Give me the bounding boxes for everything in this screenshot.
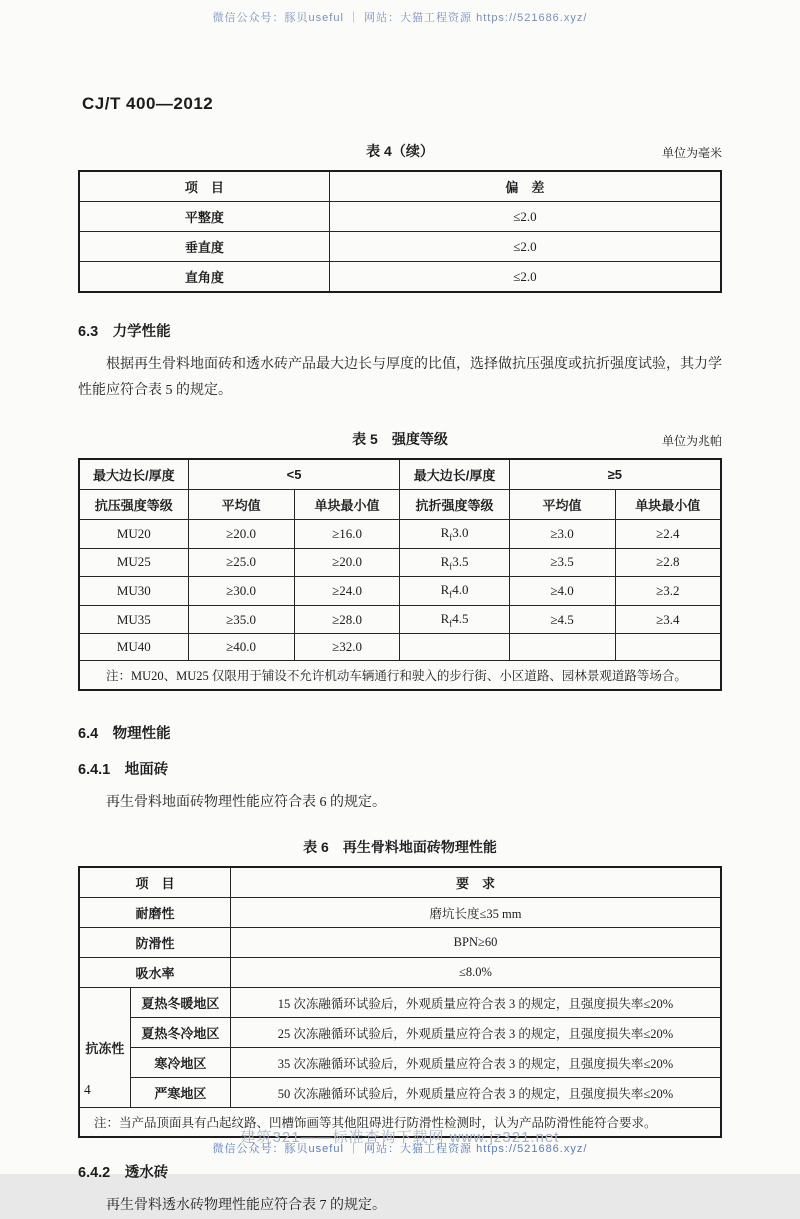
table-5-strength-grades xyxy=(78,458,722,691)
watermark-bottom-wechat: 微信公众号：豚贝useful ｜ 网站：大猫工程资源 https://521686.xyz/ xyxy=(212,1143,588,1155)
header-average: 平均值 xyxy=(509,490,615,520)
cell-climate-zone: 夏热冬冷地区 xyxy=(130,1018,230,1048)
section-heading-6-4-1: 6.4.1 地面砖 xyxy=(78,762,169,779)
table-row xyxy=(79,202,721,232)
flexural-subscript: f xyxy=(449,618,453,629)
table-row-mu20 xyxy=(79,520,721,549)
header-single-min: 单块最小值 xyxy=(294,490,400,520)
cell-flex-min xyxy=(615,634,721,661)
table4-title: 表 4（续） xyxy=(366,143,434,159)
cell-requirement: 50 次冻融循环试验后，外观质量应符合表 3 的规定，且强度损失率≤20% xyxy=(231,1078,722,1108)
table6-note: 注：当产品顶面具有凸起纹路、凹槽饰画等其他阻碍进行防滑性检测时，认为产品防滑性能符合要求。 xyxy=(79,1108,721,1138)
header-flexural-grade: 抗折强度等级 xyxy=(400,490,509,520)
table-row-mu40 xyxy=(79,634,721,661)
cell-item: 平整度 xyxy=(79,202,329,232)
cell-avg: ≥35.0 xyxy=(188,605,294,634)
cell-avg: ≥30.0 xyxy=(188,577,294,606)
flexural-subscript: f xyxy=(449,589,453,600)
table-4-continued xyxy=(78,170,722,293)
cell-grade: MU25 xyxy=(79,548,188,577)
page-content xyxy=(78,0,722,1219)
flexural-symbol: R xyxy=(440,553,450,569)
table-row-slip-resistance xyxy=(79,928,721,958)
cell-grade: MU40 xyxy=(79,634,188,661)
cell-flexural-grade xyxy=(400,634,509,661)
header-single-min: 单块最小值 xyxy=(615,490,721,520)
cell-flex-min: ≥2.4 xyxy=(615,520,721,549)
cell-flexural-grade xyxy=(400,605,509,634)
table6-caption xyxy=(78,837,722,857)
cell-item: 吸水率 xyxy=(79,958,231,988)
cell-avg: ≥40.0 xyxy=(188,634,294,661)
column-header-item: 项 目 xyxy=(79,867,231,898)
header-ratio-lt5: <5 xyxy=(188,459,400,490)
watermark-bottom-site: 建筑321——标准查询下载网 www.jz321.net xyxy=(240,1129,560,1146)
cell-min: ≥16.0 xyxy=(294,520,400,549)
cell-flexural-grade xyxy=(400,577,509,606)
flexural-value: 3.5 xyxy=(452,553,469,569)
table-row-frost-zone-1 xyxy=(79,988,721,1018)
cell-requirement: ≤8.0% xyxy=(231,958,722,988)
table-row-water-absorption xyxy=(79,958,721,988)
standard-number: CJ/T 400—2012 xyxy=(82,94,214,113)
flexural-symbol: R xyxy=(440,525,450,540)
table5-unit: 单位为兆帕 xyxy=(661,434,722,448)
table5-note: 注：MU20、MU25 仅限用于铺设不允许机动车辆通行和驶入的步行街、小区道路、园林景观道路等场合。 xyxy=(79,661,721,691)
cell-flex-avg: ≥4.5 xyxy=(509,605,615,634)
table-6-physical-properties xyxy=(78,866,722,1138)
table-row-frost-zone-4 xyxy=(79,1078,721,1108)
flexural-symbol: R xyxy=(440,610,450,626)
paragraph-6-4-1: 再生骨料地面砖物理性能应符合表 6 的规定。 xyxy=(106,795,386,811)
cell-avg: ≥25.0 xyxy=(188,548,294,577)
cell-min: ≥20.0 xyxy=(294,548,400,577)
cell-deviation: ≤2.0 xyxy=(329,262,721,293)
table-row-mu25 xyxy=(79,548,721,577)
cell-flex-avg xyxy=(509,634,615,661)
section-heading-6-3: 6.3 力学性能 xyxy=(78,324,171,340)
cell-climate-zone: 寒冷地区 xyxy=(130,1048,230,1078)
table-header-row xyxy=(79,459,721,490)
table-row-frost-zone-2 xyxy=(79,1018,721,1048)
cell-deviation: ≤2.0 xyxy=(329,232,721,262)
cell-requirement: 25 次冻融循环试验后，外观质量应符合表 3 的规定，且强度损失率≤20% xyxy=(231,1018,722,1048)
table-header-row xyxy=(79,171,721,202)
cell-item: 垂直度 xyxy=(79,232,329,262)
table-row xyxy=(79,232,721,262)
header-ratio-ge5: ≥5 xyxy=(509,459,721,490)
cell-climate-zone: 夏热冬暖地区 xyxy=(130,988,230,1018)
cell-item: 直角度 xyxy=(79,262,329,293)
table-header-row xyxy=(79,867,721,898)
flexural-value: 3.0 xyxy=(452,525,469,540)
header-ratio-flexural: 最大边长/厚度 xyxy=(400,459,509,490)
table-note-row xyxy=(79,661,721,691)
table-row-abrasion xyxy=(79,898,721,928)
flexural-value: 4.0 xyxy=(452,582,469,598)
table6-title: 表 6 再生骨料地面砖物理性能 xyxy=(303,839,497,856)
cell-requirement: 15 次冻融循环试验后，外观质量应符合表 3 的规定，且强度损失率≤20% xyxy=(231,988,722,1018)
table4-caption xyxy=(78,141,722,161)
section-heading-6-4-2: 6.4.2 透水砖 xyxy=(78,1165,169,1182)
flexural-value: 4.5 xyxy=(452,610,469,626)
flexural-subscript: f xyxy=(449,561,453,572)
section-heading-6-4: 6.4 物理性能 xyxy=(78,726,171,743)
cell-min: ≥24.0 xyxy=(294,577,400,606)
cell-flex-min: ≥2.8 xyxy=(615,548,721,577)
watermark-top: 微信公众号：豚贝useful ｜ 网站：大猫工程资源 https://521686.xyz/ xyxy=(212,12,588,24)
cell-min: ≥32.0 xyxy=(294,634,400,661)
flexural-symbol: R xyxy=(440,582,450,598)
cell-requirement: 磨坑长度≤35 mm xyxy=(231,898,722,928)
table-row xyxy=(79,262,721,293)
table-row-frost-zone-3 xyxy=(79,1048,721,1078)
cell-grade: MU35 xyxy=(79,605,188,634)
column-header-deviation: 偏 差 xyxy=(329,171,721,202)
table4-unit: 单位为毫米 xyxy=(661,146,722,160)
cell-frost-resistance-label: 抗冻性 xyxy=(79,988,130,1108)
header-ratio-compressive: 最大边长/厚度 xyxy=(79,459,188,490)
cell-grade: MU20 xyxy=(79,520,188,549)
table-row-mu35 xyxy=(79,605,721,634)
table-row-mu30 xyxy=(79,577,721,606)
table5-title: 表 5 强度等级 xyxy=(352,431,448,447)
cell-flexural-grade xyxy=(400,548,509,577)
flexural-subscript: f xyxy=(449,532,453,543)
page-number: 4 xyxy=(84,1082,91,1097)
column-header-requirement: 要 求 xyxy=(231,867,722,898)
cell-flex-min: ≥3.4 xyxy=(615,605,721,634)
cell-flex-avg: ≥4.0 xyxy=(509,577,615,606)
column-header-item: 项 目 xyxy=(79,171,329,202)
cell-grade: MU30 xyxy=(79,577,188,606)
paragraph-6-4-2: 再生骨料透水砖物理性能应符合表 7 的规定。 xyxy=(106,1198,386,1214)
cell-flex-avg: ≥3.0 xyxy=(509,520,615,549)
paragraph-6-3: 根据再生骨料地面砖和透水砖产品最大边长与厚度的比值，选择做抗压强度或抗折强度试验，其力学性能应符合表 5 的规定。 xyxy=(78,357,722,398)
header-compressive-grade: 抗压强度等级 xyxy=(79,490,188,520)
cell-requirement: BPN≥60 xyxy=(231,928,722,958)
cell-item: 耐磨性 xyxy=(79,898,231,928)
cell-flexural-grade xyxy=(400,520,509,549)
cell-avg: ≥20.0 xyxy=(188,520,294,549)
cell-min: ≥28.0 xyxy=(294,605,400,634)
cell-requirement: 35 次冻融循环试验后，外观质量应符合表 3 的规定，且强度损失率≤20% xyxy=(231,1048,722,1078)
cell-flex-avg: ≥3.5 xyxy=(509,548,615,577)
header-average: 平均值 xyxy=(188,490,294,520)
cell-deviation: ≤2.0 xyxy=(329,202,721,232)
table5-caption xyxy=(78,429,722,449)
cell-climate-zone: 严寒地区 xyxy=(130,1078,230,1108)
table-header-row xyxy=(79,490,721,520)
cell-item: 防滑性 xyxy=(79,928,231,958)
cell-flex-min: ≥3.2 xyxy=(615,577,721,606)
